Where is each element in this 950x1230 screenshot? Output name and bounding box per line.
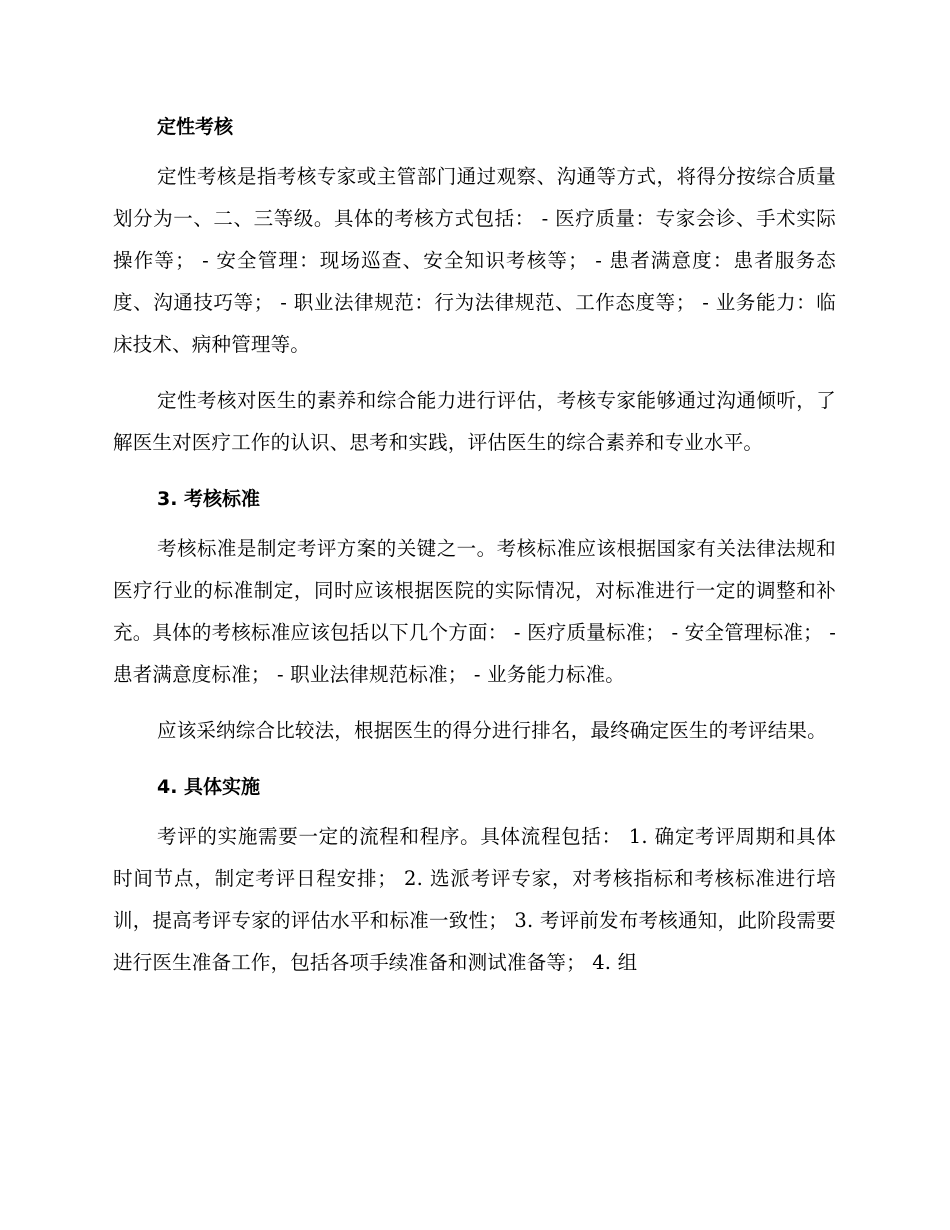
document-body bbox=[113, 112, 836, 998]
paragraph-standards-ranking: 应该采纳综合比较法，根据医生的得分进行排名，最终确定医生的考评结果。 bbox=[157, 719, 827, 742]
section-heading-qualitative: 定性考核 bbox=[157, 116, 234, 138]
section-heading-standards: 3. 考核标准 bbox=[157, 488, 261, 510]
paragraph-qualitative-purpose: 定性考核对医生的素养和综合能力进行评估，考核专家能够通过沟通倾听，了解医生对医疗工作的认识、思考和实践，评估医生的综合素养和专业水平。 bbox=[113, 389, 836, 454]
section-heading-implementation: 4. 具体实施 bbox=[157, 776, 261, 798]
paragraph-implementation-process: 考评的实施需要一定的流程和程序。具体流程包括： 1. 确定考评周期和具体时间节点，制定考评日程安排； 2. 选派考评专家，对考核指标和考核标准进行培训，提高考评专家的评估水平和标准一致性； 3. 考评前发布考核通知，此阶段需要进行医生准备工作，包括各项手续准备和测试准备等； 4. 组 bbox=[113, 825, 836, 974]
paragraph-standards-content: 考核标准是制定考评方案的关键之一。考核标准应该根据国家有关法律法规和医疗行业的标准制定，同时应该根据医院的实际情况，对标准进行一定的调整和补充。具体的考核标准应该包括以下几个方面： - 医疗质量标准； - 安全管理标准； - 患者满意度标准； - 职业法律规范标准； - 业务能力标准。 bbox=[113, 537, 836, 686]
paragraph-qualitative-methods: 定性考核是指考核专家或主管部门通过观察、沟通等方式，将得分按综合质量划分为一、二、三等级。具体的考核方式包括： - 医疗质量：专家会诊、手术实际操作等； - 安全管理：现场巡查、安全知识考核等； - 患者满意度：患者服务态度、沟通技巧等； - 职业法律规范：行为法律规范、工作态度等； - 业务能力：临床技术、病种管理等。 bbox=[113, 165, 836, 356]
